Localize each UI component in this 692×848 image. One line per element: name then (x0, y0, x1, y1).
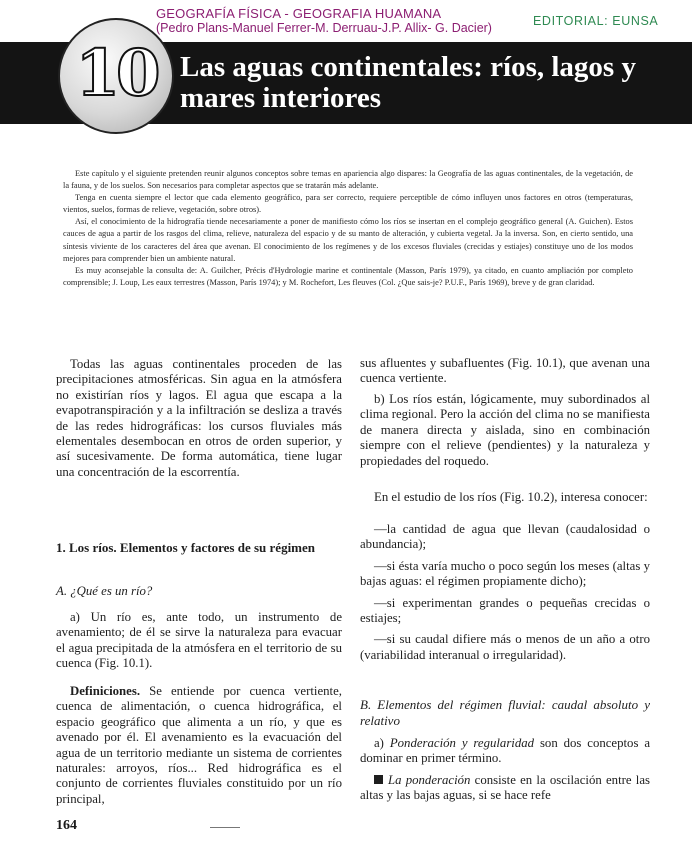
right-column-continuation (360, 356, 650, 387)
definitions-paragraph (56, 684, 342, 807)
section-heading-1: 1. Los ríos. Elementos y factores de su régimen (56, 540, 316, 555)
body-paragraph: En el estudio de los ríos (Fig. 10.2), interesa conocer: (374, 490, 648, 504)
paragraph-b (360, 392, 650, 469)
chapter-intro (63, 168, 633, 289)
paragraph-a-text: Un río es, ante todo, un instrumento de avenamiento; de él se sirve la naturaleza para evacuar el agua precipitada de la atmósfera en el territorio de su cuenca (Fig. 10.1). (56, 610, 342, 671)
ponderacion-title: La ponderación (388, 773, 471, 787)
body-paragraph: Todas las aguas continentales proceden de las precipitaciones atmosféricas. Sin agua en la atmósfera no existirían ríos y lagos. El agua que escapa a la evapotranspiración y a la infiltración se desliza a través de las redes hidrográficas: los cursos fluviales más elementales desembocan en otros de orden superior, y así sucesivamente. De forma automática, tiene lugar una concentración de la escorrentía. (56, 357, 342, 479)
footnote-divider (210, 827, 240, 828)
left-column-intro (56, 357, 342, 480)
paragraph-b-text: Los ríos están, lógicamente, muy subordinados al clima regional. Pero la acción del clima no se manifiesta de manera directa y aislada, sino en combinación siempre con el relieve (pendientes) y la naturaleza y propiedades del roquedo. (360, 392, 650, 468)
paragraph-a2 (360, 736, 650, 767)
definitions-label: Definiciones. (70, 684, 141, 698)
square-bullet-icon (374, 775, 383, 784)
chapter-number: 10 (75, 36, 157, 111)
intro-paragraph: Este capítulo y el siguiente pretenden reunir algunos conceptos sobre temas en apariencia algo dispares: la Geografía de las aguas continentales, de la vegetación, de la fauna, y de los suelos. Son necesarios para completar aspectos que se tratarán más adelante. (63, 169, 633, 191)
authors-header: (Pedro Plans-Manuel Ferrer-M. Derruau-J.P. Allix- G. Dacier) (156, 21, 492, 35)
list-item: —si su caudal difiere más o menos de un año a otro (variabilidad interanual o irregularidad). (360, 632, 650, 662)
publisher-header: EDITORIAL: EUNSA (533, 14, 659, 28)
book-title-header: GEOGRAFÍA FÍSICA - GEOGRAFIA HUAMANA (156, 6, 442, 21)
paragraph-a2-text: son dos conceptos a dominar en primer término. (360, 736, 650, 766)
intro-paragraph: Así, el conocimiento de la hidrografía tiende necesariamente a poner de manifiesto cómo los ríos se insertan en el complejo geográfico general (A. Guichen). Estos cauces de agua a partir de los rasgos del clima, relieve, naturaleza del espacio y de su manto de alteración, y cubierta vegetal. Ja la inversa. Son, en cierto sentido, una síntesis viviente de los caracteres del área que avenan. El conocimiento de los regímenes y de los excesos fluviales (crecidas y estiajes) constituye uno de los modos mejores para comprender bien un ambiente natural. (63, 217, 633, 263)
body-paragraph: sus afluentes y subafluentes (Fig. 10.1), que avenan una cuenca vertiente. (360, 356, 650, 386)
subsection-heading-b-text: B. Elementos del régimen fluvial: caudal absoluto y relativo (360, 697, 650, 728)
list-item: —la cantidad de agua que llevan (caudalosidad o abundancia); (360, 522, 650, 552)
list-item: —si experimentan grandes o pequeñas crecidas o estiajes; (360, 595, 650, 626)
study-paragraph (360, 490, 650, 505)
paragraph-a (56, 610, 342, 672)
chapter-title: Las aguas continentales: ríos, lagos y mares interiores (180, 51, 636, 114)
paragraph-a-label: a) (70, 610, 80, 624)
paragraph-a2-title: Ponderación y regularidad (389, 736, 535, 750)
paragraph-b-label: b) (374, 392, 385, 406)
subsection-heading-b (360, 697, 650, 729)
intro-paragraph: Es muy aconsejable la consulta de: A. Guilcher, Précis d'Hydrologie marine et continentale (Masson, París 1979), ya citado, en cuanto ampliación por completo comprensible; J. Loup, Les eaux terrestres (Masson, París 1974); y M. Rochefort, Les fleuves (Col. ¿Que sais-je? P.U.F., París 1969), breve y de gran claridad. (63, 265, 633, 287)
study-list (360, 522, 650, 663)
paragraph-a2-label: a) (374, 736, 384, 750)
definitions-text: Se entiende por cuenca vertiente, cuenca de alimentación, o cuenca hidrográfica, el espacio geográfico que alimenta a un río, y que es avenado por él. El avenamiento es la evacuación del agua de un territorio mediante un sistema de corrientes naturales: arroyos, ríos... Red hidrográfica es el conjunto de corrientes fluviales constituido por un río principal, (56, 684, 342, 806)
list-item: —si ésta varía mucho o poco según los meses (altas y bajas aguas: el régimen propiamente dicho); (360, 558, 650, 589)
ponderacion-paragraph (360, 773, 650, 804)
subsection-heading-a: A. ¿Qué es un río? (56, 584, 153, 598)
page-number: 164 (56, 818, 77, 833)
ponderacion-text: consiste en la oscilación entre las altas y las bajas aguas, si se hace refe (360, 773, 651, 803)
intro-paragraph: Tenga en cuenta siempre el lector que cada elemento geográfico, para ser correcto, requiere perceptible de cómo influyen unos factores en otros (temperaturas, vientos, suelos, formas de relieve, vegetación, sobre otros). (63, 193, 633, 215)
